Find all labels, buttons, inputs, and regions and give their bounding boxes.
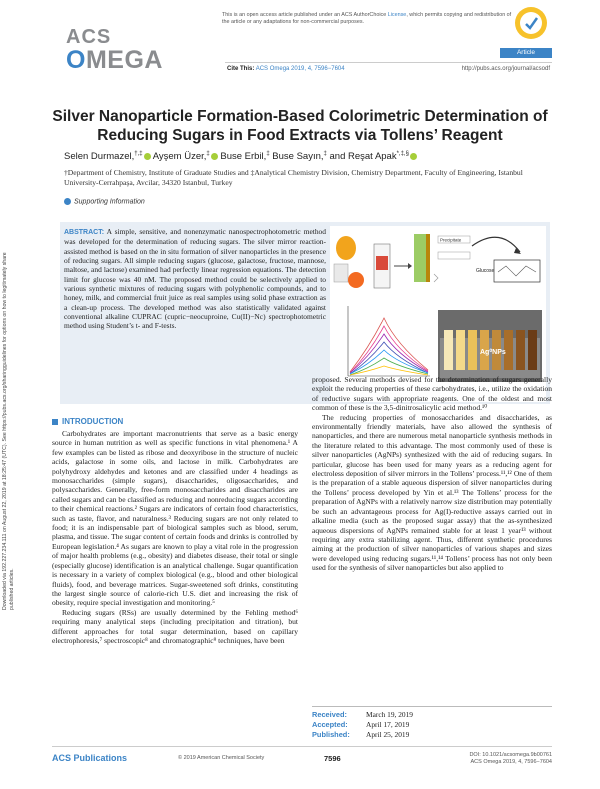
open-access-notice [222,12,512,26]
journal-url[interactable]: http://pubs.acs.org/journal/acsodf [461,66,550,72]
footer-citation: ACS Omega 2019, 4, 7596−7604 [470,759,552,765]
cite-this[interactable] [227,66,345,72]
logo-omega-o: O [66,46,86,74]
paragraph: Reducing sugars (RSs) are usually determined by the Fehling method⁶ requiring many analytical steps (including precipitation and titration), but different approaches for total sugar determination, based on capillary electrophoresis,⁷ spectroscopic⁸ and chromatographic⁹ techniques, have been [52,607,298,645]
date-value: April 17, 2019 [366,720,410,729]
glucose-label: Glucose [476,268,495,274]
abstract [64,227,326,331]
orcid-icon[interactable] [410,153,417,160]
abstract-text: A simple, sensitive, and nonenzymatic nanospectrophotometric method was developed for the determination of reducing sugars. The silver mirror reaction-assisted method is based on the in situ formation of silver nanoparticles in the presence of reducing sugars. All simple reducing sugars (glucose, galactose, fructose, mannose, maltose, and lactose) examined had perfectly linear regression equations. The detection limit for glucose was 40 nM. The proposed method could be selectively applied to various synthetic mixtures of reducing sugars with polyphenolic compounds, and to honey, milk, and commercial fruit juice as real samples using solid phase extraction as a clean-up process. The developed method was also statistically validated against conventional alkaline CUPRAC (cupric−neocuproine, Cu(II)−Nc) spectrophotometric method using Student’s t- and F-tests. [64,227,326,331]
date-row [312,720,552,730]
orcid-icon[interactable] [144,153,151,160]
milk-carton-icon [334,264,348,282]
introduction-heading [52,417,123,426]
affiliation: †Department of Chemistry, Institute of Graduate Studies and ‡Analytical Chemistry Division, Chemistry Department, Faculty of Engineering, Istanbul University-Cerrahpaşa, Avcilar, 34320 Istanbul, Turkey [64,168,523,187]
doi-block [469,752,552,766]
date-value: April 25, 2019 [366,730,410,739]
author-list [64,151,417,162]
abstract-label: ABSTRACT: [64,229,105,236]
supporting-info-icon [64,198,71,205]
page-footer [52,746,552,772]
author[interactable]: Buse Erbil, [220,151,267,163]
publication-dates [312,706,552,740]
date-key: Published: [312,730,350,739]
date-value: March 19, 2019 [366,710,414,719]
article-title: Silver Nanoparticle Formation-Based Colorimetric Determination of Reducing Sugars in Food Extracts via Tollens’ Reagent [52,108,548,144]
left-column [52,429,298,645]
author[interactable]: Buse Sayın, [272,151,324,163]
author[interactable]: and Reşat Apak [329,151,397,163]
author[interactable]: Selen Durmazel, [64,151,135,163]
supporting-info-label: Supporting Information [74,198,145,206]
logo-omega-rest: MEGA [85,46,163,74]
paragraph: proposed. Several methods devised for the determination of sugars generally exploit the reducing properties of these carbohydrates, i.e., utilize the oxidation of reductive sugars with appropriate reagents. One of the oldest and most common of these is the 3,5-dinitrosalicylic acid method.¹⁰ [312,375,552,413]
download-side-note [2,230,32,610]
citation-bar [225,62,552,74]
copyright: © 2019 American Chemical Society [178,755,265,761]
author-sup: ‡ [266,151,270,157]
orcid-icon[interactable] [211,153,218,160]
date-row [312,730,552,740]
open-access-text-a: This is an open access article published under an ACS AuthorChoice [222,12,388,18]
introduction-heading-text: INTRODUCTION [62,417,124,426]
logo-acs: ACS [66,26,112,48]
right-column [312,375,552,573]
author-sup: ‡ [206,151,210,157]
date-key: Accepted: [312,720,348,729]
page-number: 7596 [324,754,341,763]
open-access-text-b: , which permits copying and redistribution of the article or any adaptations for non-commercial purposes. [222,12,512,25]
fruit-icon [348,272,364,288]
cite-this-label: Cite This: [227,66,255,72]
supporting-information-link[interactable] [64,198,145,205]
doi-link[interactable]: DOI: 10.1021/acsomega.9b00761 [469,752,552,758]
date-key: Received: [312,710,347,719]
paragraph: The reducing properties of monosaccharides and disaccharides, as environmentally friendly materials, have also allowed the synthesis of nanoparticles, and there are numerous metal nanoparticle synthesis methods in the literature related to this advantage. The most commonly used of these is silver nanoparticles (AgNPs) synthesized with the aid of reducing sugars. In particular, glucose has been used for many years as a reducing agent for electroless deposition of silver mirrors in the Tollens’ process.¹¹,¹² One of them is the preparation of a stable aqueous dispersion of silver nanoparticles during the Tollens’ process developed by Yin et al.¹³ The Tollens’ process for the preparation of AgNPs with a relatively narrow size distribution may potentially be such an advantageous process for Ag(I)-reductive assays carried out in alkaline media (such as the proposed sugar assay) that the as-synthesized aqueous dispersions of AgNPs remained stable for at least 1 year¹³ without requiring any extra stabilizing agent. Thus, different synthetic procedures aiming at the production of silver nanoparticles of various shapes and sizes were developed using reducing sugars.¹¹,¹⁴ Tollens’ process has not only been used for the synthesis of silver nanoparticles but also applied to [312,412,552,573]
license-link[interactable]: License [387,12,407,18]
section-marker-icon [52,419,58,425]
publisher-logo[interactable]: ACS Publications [52,753,128,763]
precipitate-label: Precipitate [440,237,462,243]
acs-authorchoice-badge-icon[interactable] [514,6,548,40]
author[interactable]: Ayşem Üzer, [152,151,207,163]
date-row [312,710,552,720]
download-side-note-text: Downloaded via 192.227.234.111 on August 22, 2019 at 18:25:47 (UTC). See https://pubs.acs.org/sharingguidelines for options on how to legitimately share published articles. [2,252,15,610]
article-type-tab: Article [500,48,552,58]
honey-jar-icon [336,236,356,260]
logo-omega [66,46,163,75]
author-sup: ‡ [323,151,327,157]
author-sup: *,‡,§ [396,151,409,157]
cite-reference: ACS Omega 2019, 4, 7596−7604 [255,66,345,72]
journal-logo[interactable] [66,26,163,76]
agnps-label: Ag⁰NPs [480,349,506,356]
paragraph: Carbohydrates are important macronutrients that serve as a basic energy source in human nutrition as well as specific functions in vital phenomena.¹ A few examples can be listed as ribose and deoxyribose in the structure of nucleic acids, galactose in some oils, and lactose in milk. Carbohydrates are polyhydroxy aldehydes and ketones and are classified under 4 headings as monosaccharides (simple sugars), disaccharides, oligosaccharides, and polysaccharides. Generally, free-form monosaccharides and disaccharides are called sugars and can be classified as reducing and nonreducing sugars according to their chemical reactions.² Sugars are indicators of certain food characteristics, such as taste, flavor, and naturalness.³ Reducing sugars are not only related to food; it is an indispensable part of biological samples such as blood, serum, plasma, and tissue. The sugar content of certain foods and drinks is controlled by European legislation.⁴ As sugars are known to play a vital role in the progression of major health problems (e.g., obesity) and diabetes disease, their total or single (especially glucose) identification is an analytical challenge. Sugar quantification is necessary in a variety of complex biological (e.g., blood and other biological fluids), food, and beverage matrices. Sugar-sweetened soft drinks, constituting the largest single source of calorie-rich U.S. diet and increasing the risk of obesity, require special investigation and monitoring.⁵ [52,429,298,608]
author-sup: †,‡ [134,151,143,157]
